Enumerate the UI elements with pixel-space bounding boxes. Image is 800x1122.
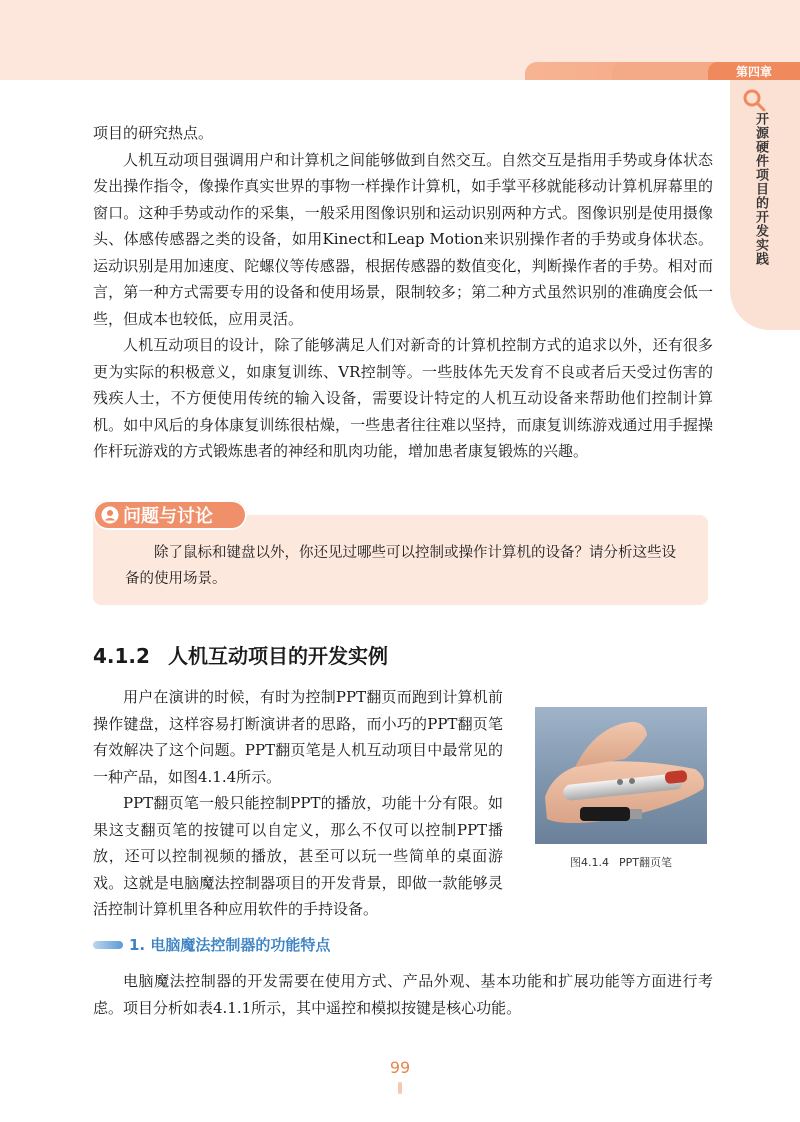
section-text-block [93,684,503,923]
discussion-title: 问题与讨论 [123,506,213,527]
section-heading [93,640,388,669]
subsection-heading [93,934,330,955]
discussion-title-pill [93,500,247,530]
discussion-text-block [125,540,685,592]
paragraph: 人机互动项目强调用户和计算机之间能够做到自然交互。自然交互是指用手势或身体状态发出操作指令，像操作真实世界的事物一样操作计算机，如手掌平移就能移动计算机屏幕里的窗口。这种手势或动作的采集，一般采用图像识别和运动识别两种方式。图像识别是使用摄像头、体感传感器之类的设备，如用Kinect和Leap Motion来识别操作者的手势或身体状态。运动识别是用加速度、陀螺仪等传感器，根据传感器的数值变化，判断操作者的手势。相对而言，第一种方式需要专用的设备和使用场景，限制较多；第二种方式虽然识别的准确度会低一些，但成本也较低，应用灵活。 [93,150,713,328]
page-mark [398,1082,402,1094]
subsection-title: 1. 电脑魔法控制器的功能特点 [129,936,331,954]
paragraph: PPT翻页笔一般只能控制PPT的播放，功能十分有限。如果这支翻页笔的按键可以自定义，那么不仅可以控制PPT播放，还可以控制视频的播放，甚至可以玩一些简单的桌面游戏。这就是电脑魔法控制器项目的开发背景，即做一款能够灵活控制计算机里各种应用软件的手持设备。 [93,794,503,918]
heading-bar [93,941,123,949]
magnifier-icon [742,88,766,112]
chapter-tab: 第四章 [708,62,800,80]
figure-caption-text: PPT翻页笔 [619,856,672,869]
paragraph: 用户在演讲的时候，有时为控制PPT翻页而跑到计算机前操作键盘，这样容易打断演讲者的思路，而小巧的PPT翻页笔有效解决了这个问题。PPT翻页笔是人机互动项目中最常见的一种产品，如图4.1.4所示。 [93,688,503,786]
section-title: 人机互动项目的开发实例 [167,644,388,668]
final-text-block [93,968,713,1021]
people-icon [101,506,119,524]
figure-caption [535,854,707,870]
page-number: 99 [389,1058,411,1077]
hand-holding-pointer-illustration [535,707,707,844]
section-number: 4.1.2 [93,644,150,668]
ppt-pointer-photo [535,707,707,844]
intro-text-block [93,120,713,465]
paragraph: 电脑魔法控制器的开发需要在使用方式、产品外观、基本功能和扩展功能等方面进行考虑。项目分析如表4.1.1所示，其中遥控和模拟按键是核心功能。 [93,972,713,1017]
header-strip-segment [612,62,708,80]
discussion-text: 除了鼠标和键盘以外，你还见过哪些可以控制或操作计算机的设备？请分析这些设备的使用场景。 [125,545,676,587]
side-title: 开源硬件项目的开发实践 [753,112,768,266]
paragraph: 人机互动项目的设计，除了能够满足人们对新奇的计算机控制方式的追求以外，还有很多更为实际的积极意义，如康复训练、VR控制等。一些肢体先天发育不良或者后天受过伤害的残疾人士，不方便使用传统的输入设备，需要设计特定的人机互动设备来帮助他们控制计算机。如中风后的身体康复训练很枯燥，一些患者往往难以坚持，而康复训练游戏通过用手握操作杆玩游戏的方式锻炼患者的神经和肌肉功能，增加患者康复锻炼的兴趣。 [93,336,713,460]
paragraph: 项目的研究热点。 [93,124,214,142]
figure-label: 图4.1.4 [570,856,609,869]
